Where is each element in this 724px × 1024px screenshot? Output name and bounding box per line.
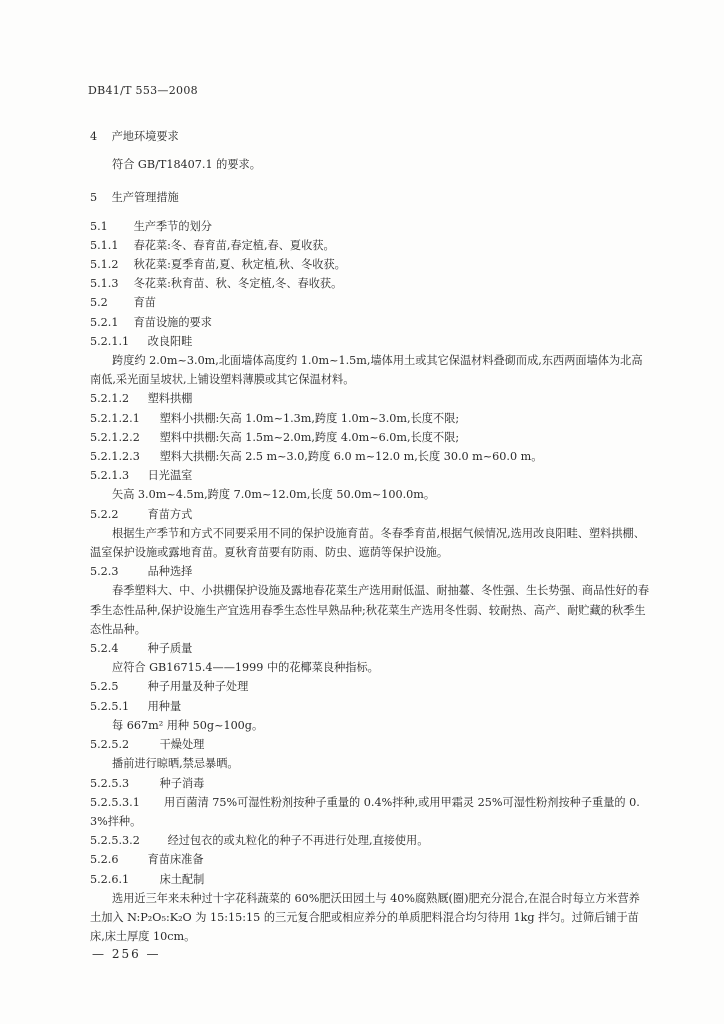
section-title: 品种选择 (147, 565, 193, 579)
section-5-2-1-3-text: 矢高 3.0m~4.5m,跨度 7.0m~12.0m,长度 50.0m~100.0m。 (112, 488, 436, 502)
section-5-1-heading (90, 217, 650, 236)
section-number: 5.1.2 (90, 258, 119, 272)
section-number: 5.2.5.3.2 (90, 834, 140, 848)
section-5-2-1-2-heading (90, 389, 650, 408)
section-5-1-2 (90, 255, 650, 274)
section-number: 5.2.4 (90, 642, 119, 656)
page-number: — 256 — (92, 947, 161, 961)
section-title: 生产管理措施 (111, 191, 179, 205)
section-title: 种子质量 (147, 642, 193, 656)
section-number: 5.2.1.2 (90, 392, 130, 406)
section-title: 生产季节的划分 (133, 219, 212, 233)
section-number: 4 (90, 130, 98, 143)
section-5-2-1-2-2 (90, 428, 650, 447)
section-number: 5.2.5.3.1 (90, 795, 140, 809)
section-number: 5.2.3 (90, 565, 119, 579)
section-5-2-5-heading (90, 677, 650, 696)
section-5-2-5-3-1 (90, 793, 650, 831)
section-number: 5.2.1.3 (90, 469, 130, 483)
section-text: 塑料大拱棚:矢高 2.5 m~3.0,跨度 6.0 m~12.0 m,长度 30.0 m~60.0 m。 (159, 450, 543, 464)
section-5-2-1-3-heading (90, 466, 650, 485)
section-5-2-1-2-3 (90, 447, 650, 466)
section-number: 5.2.1 (90, 315, 119, 329)
section-number: 5.2.1.2.3 (90, 450, 140, 464)
section-title: 改良阳畦 (147, 334, 193, 348)
section-number: 5.2.5.1 (90, 699, 130, 713)
section-text: 用百菌清 75%可湿性粉剂按种子重量的 0.4%拌种,或用甲霜灵 25%可湿性粉剂按种子重量的 0.3%拌种。 (90, 795, 640, 828)
section-5-2-4-heading (90, 639, 650, 658)
section-5-2-5-3-2 (90, 831, 650, 850)
document-code: DB41/T 553—2008 (88, 84, 198, 97)
section-number: 5.2.6.1 (90, 872, 130, 886)
section-number: 5.2.1.2.2 (90, 430, 140, 444)
section-number: 5.2.2 (90, 507, 119, 521)
section-5-2-4-text: 应符合 GB16715.4——1999 中的花椰菜良种指标。 (112, 661, 379, 675)
section-text: 春花菜:冬、春育苗,春定植,春、夏收获。 (133, 238, 335, 252)
section-title: 产地环境要求 (111, 130, 179, 143)
document-body (90, 118, 650, 946)
section-title: 日光温室 (147, 469, 193, 483)
section-5-2-1-heading (90, 313, 650, 332)
section-title: 塑料拱棚 (147, 392, 193, 406)
section-5-2-1-2-1 (90, 409, 650, 428)
section-5-2-5-1-text: 每 667m² 用种 50g~100g。 (112, 718, 264, 732)
section-5-2-2-heading (90, 505, 650, 524)
section-number: 5.1.1 (90, 238, 119, 252)
section-number: 5 (90, 191, 98, 205)
section-number: 5.2.1.2.1 (90, 411, 140, 425)
section-5-2-5-2-heading (90, 735, 650, 754)
section-number: 5.2.6 (90, 853, 119, 867)
section-title: 育苗床准备 (147, 853, 204, 867)
section-text: 冬花菜:秋育苗、秋、冬定植,冬、春收获。 (133, 277, 343, 291)
section-title: 种子消毒 (159, 776, 205, 790)
section-5-heading (90, 188, 650, 207)
section-title: 育苗方式 (147, 507, 193, 521)
section-5-2-3-heading (90, 562, 650, 581)
section-title: 干燥处理 (159, 738, 205, 752)
section-5-2-6-1-heading (90, 870, 650, 889)
section-4-heading (90, 127, 650, 146)
section-5-2-3-text: 春季塑料大、中、小拱棚保护设施及露地春花菜生产选用耐低温、耐抽薹、冬性强、生长势强、商品性好的春季生态性品种,保护设施生产宜选用春季生态性早熟品种;秋花菜生产选用冬性弱、较耐热、高产、耐贮藏的秋季生态性品种。 (90, 584, 650, 636)
section-title: 种子用量及种子处理 (147, 680, 249, 694)
section-5-2-5-1-heading (90, 697, 650, 716)
section-number: 5.2.5.2 (90, 738, 130, 752)
section-number: 5.2.5 (90, 680, 119, 694)
section-5-2-1-1-heading (90, 332, 650, 351)
section-4-text: 符合 GB/T18407.1 的要求。 (112, 158, 261, 172)
section-5-2-6-heading (90, 850, 650, 869)
section-text: 塑料中拱棚:矢高 1.5m~2.0m,跨度 4.0m~6.0m,长度不限; (159, 430, 460, 444)
section-number: 5.2 (90, 296, 108, 310)
section-5-2-5-3-heading (90, 774, 650, 793)
section-text: 秋花菜:夏季育苗,夏、秋定植,秋、冬收获。 (133, 258, 346, 272)
section-number: 5.1 (90, 219, 108, 233)
section-5-2-5-2-text: 播前进行晾晒,禁忌暴晒。 (112, 757, 239, 771)
section-title: 育苗 (133, 296, 156, 310)
section-5-1-1 (90, 236, 650, 255)
section-text: 经过包衣的或丸粒化的种子不再进行处理,直接使用。 (167, 834, 429, 848)
section-title: 床土配制 (159, 872, 205, 886)
section-number: 5.2.1.1 (90, 334, 130, 348)
section-5-2-2-text: 根据生产季节和方式不同要采用不同的保护设施育苗。冬春季育苗,根据气候情况,选用改良阳畦、塑料拱棚、温室保护设施或露地育苗。夏秋育苗要有防雨、防虫、遮荫等保护设施。 (90, 526, 645, 560)
section-5-1-3 (90, 274, 650, 293)
section-number: 5.1.3 (90, 277, 119, 291)
section-title: 用种量 (147, 699, 182, 713)
section-5-2-1-1-text: 跨度约 2.0m~3.0m,北面墙体高度约 1.0m~1.5m,墙体用土或其它保温材料叠砌而成,东西两面墙体为北高南低,采光面呈坡状,上铺设塑料薄膜或其它保温材料。 (90, 354, 643, 387)
section-5-2-heading (90, 293, 650, 312)
section-5-2-6-1-text: 选用近三年来未种过十字花科蔬菜的 60%肥沃田园土与 40%腐熟厩(圈)肥充分混合,在混合时每立方米营养土加入 N:P₂O₅:K₂O 为 15:15:15 的三元复合肥或相应养分的单质肥料混合均匀待用 1kg 拌匀。过筛后铺于苗床,床土厚度 10cm。 (90, 891, 640, 944)
section-title: 育苗设施的要求 (133, 315, 212, 329)
section-number: 5.2.5.3 (90, 776, 130, 790)
section-text: 塑料小拱棚:矢高 1.0m~1.3m,跨度 1.0m~3.0m,长度不限; (159, 411, 460, 425)
